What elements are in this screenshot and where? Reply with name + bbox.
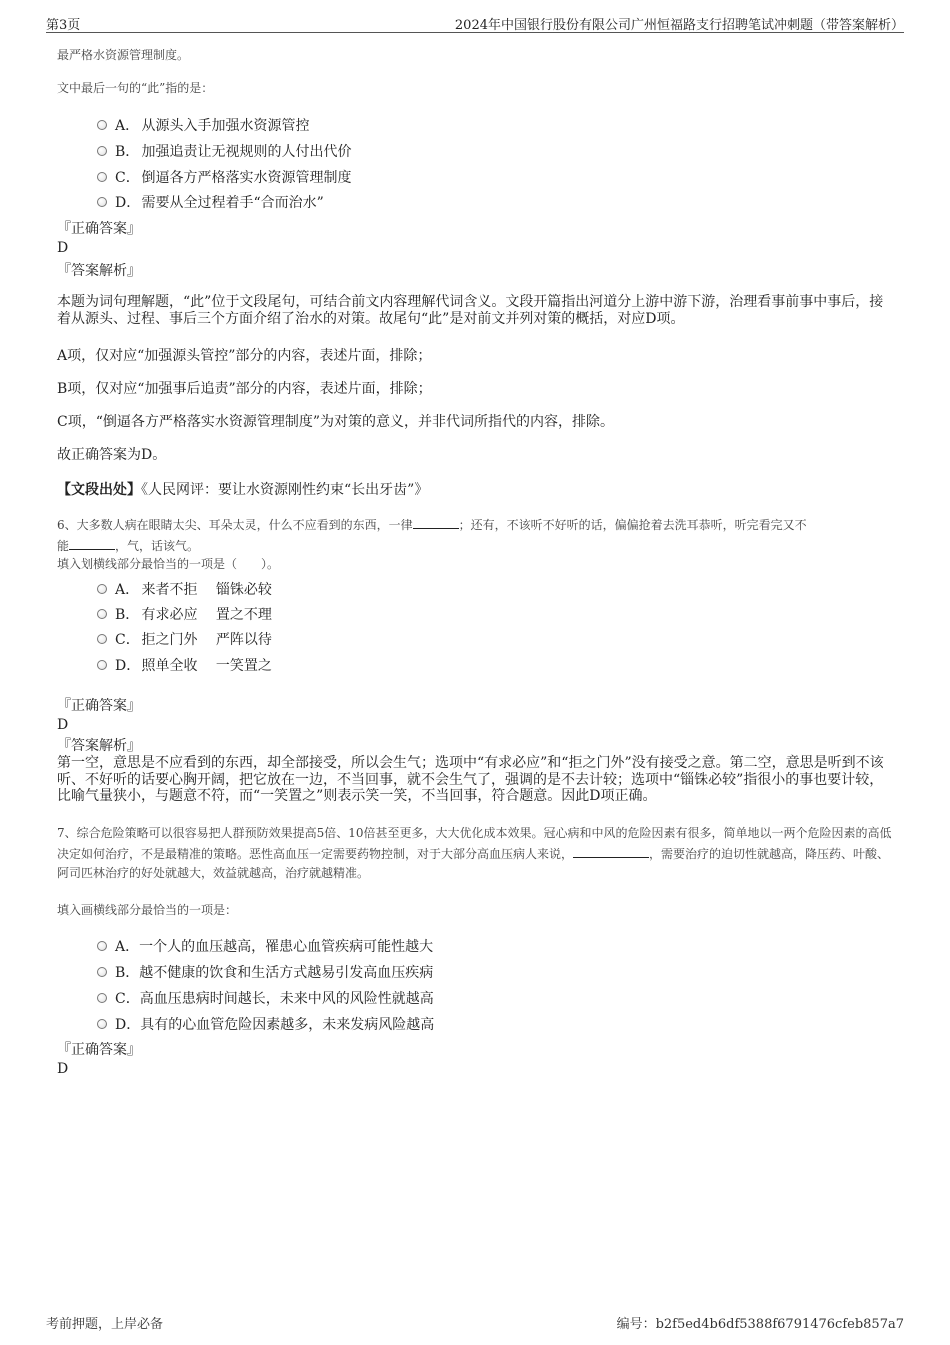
q5-option-b[interactable]: B． 加强追责让无视规则的人付出代价 [97, 141, 351, 161]
q5-passage-tail: 最严格水资源管理制度。 [57, 48, 190, 62]
radio-button-icon[interactable] [97, 1019, 107, 1029]
q6-option-c[interactable]: C． 拒之门外 严阵以待 [97, 629, 272, 649]
q7-answer-label: 『正确答案』 [57, 1042, 141, 1058]
footer-slogan: 考前押题，上岸必备 [46, 1317, 164, 1332]
radio-button-icon[interactable] [97, 609, 107, 619]
page-header [46, 14, 904, 33]
q6-analysis-label: 『答案解析』 [57, 738, 141, 754]
fill-blank [413, 514, 459, 529]
q6-option-a[interactable]: A． 来者不拒 锱铢必较 [97, 579, 272, 599]
q7-prompt: 填入画横线部分最恰当的一项是： [57, 903, 238, 917]
q5-answer: D [57, 240, 69, 256]
fill-blank [573, 843, 649, 858]
radio-button-icon[interactable] [97, 172, 107, 182]
q6-option-d[interactable]: D． 照单全收 一笑置之 [97, 655, 272, 675]
document-title: 2024年中国银行股份有限公司广州恒福路支行招聘笔试冲刺题（带答案解析） [454, 18, 904, 33]
q6-analysis: 第一空，意思是不应看到的东西，却全部接受，所以会生气；选项中“有求必应”和“拒之门外”没有接受之意。第二空，意思是听到不该听、不好听的话要心胸开阔，把它放在一边，不当回事，就不会生气了，强调的是不去计较；选项中“锱铢必较”指很小的事也要计较，比喻气量狭小，与题意不符，而“一笑置之”则表示笑一笑，不当回事，符合题意。因此D项正确。 [57, 755, 884, 804]
q5-note-b: B项，仅对应“加强事后追责”部分的内容，表述片面，排除； [57, 381, 432, 397]
q5-answer-label: 『正确答案』 [57, 221, 141, 237]
radio-button-icon[interactable] [97, 197, 107, 207]
source-label: 【文段出处】 [57, 482, 141, 498]
fill-blank [69, 535, 115, 550]
q5-option-a[interactable]: A． 从源头入手加强水资源管控 [97, 115, 309, 135]
q7-option-b[interactable]: B．越不健康的饮食和生活方式越易引发高血压疾病 [97, 962, 433, 982]
radio-button-icon[interactable] [97, 146, 107, 156]
q5-analysis: 本题为词句理解题，“此”位于文段尾句，可结合前文内容理解代词含义。文段开篇指出河道分上游中游下游，治理看事前事中事后，接着从源头、过程、事后三个方面介绍了治水的对策。故尾句“此”是对前文并列对策的概括，对应D项。 [57, 294, 884, 327]
q5-option-c[interactable]: C． 倒逼各方严格落实水资源管理制度 [97, 167, 351, 187]
radio-button-icon[interactable] [97, 993, 107, 1003]
q5-conclusion: 故正确答案为D。 [57, 447, 167, 463]
q5-analysis-label: 『答案解析』 [57, 263, 141, 279]
q6-stem: 6、大多数人病在眼睛太尖、耳朵太灵，什么不应看到的东西，一律 ；还有，不该听不好听的话，偏偏抢着去洗耳恭听，听完看完又不 能 ，气，话该气。 [57, 514, 892, 556]
q5-note-c: C项，“倒逼各方严格落实水资源管理制度”为对策的意义，并非代词所指代的内容，排除。 [57, 414, 615, 430]
page-number: 第3页 [46, 18, 81, 33]
q5-prompt: 文中最后一句的“此”指的是： [57, 81, 214, 95]
q7-option-d[interactable]: D．具有的心血管危险因素越多，未来发病风险越高 [97, 1014, 434, 1034]
radio-button-icon[interactable] [97, 941, 107, 951]
q6-prompt: 填入划横线部分最恰当的一项是（ ）。 [57, 557, 280, 571]
q6-answer-label: 『正确答案』 [57, 698, 141, 714]
q7-answer: D [57, 1061, 69, 1077]
q5-option-d[interactable]: D． 需要从全过程着手“合而治水” [97, 192, 324, 212]
q7-stem: 7、综合危险策略可以很容易把人群预防效果提高5倍、10倍甚至更多，大大优化成本效果。冠心病和中风的危险因素有很多，简单地以一两个危险因素的高低决定如何治疗，不是最精准的策略。恶性高血压一定需要药物控制，对于大部分高血压病人来说， ，需要治疗的迫切性就越高，降压药、叶酸、阿司匹林治疗的好处就越大，效益就越高，治疗就越精准。 [57, 826, 892, 880]
radio-button-icon[interactable] [97, 660, 107, 670]
q6-option-b[interactable]: B． 有求必应 置之不理 [97, 604, 272, 624]
source-title: 《人民网评：要让水资源刚性约束“长出牙齿”》 [141, 482, 429, 498]
radio-button-icon[interactable] [97, 584, 107, 594]
q6-answer: D [57, 717, 69, 733]
radio-button-icon[interactable] [97, 634, 107, 644]
q5-source [57, 481, 428, 499]
q7-option-a[interactable]: A．一个人的血压越高，罹患心血管疾病可能性越大 [97, 936, 433, 956]
q7-option-c[interactable]: C．高血压患病时间越长，未来中风的风险性就越高 [97, 988, 434, 1008]
radio-button-icon[interactable] [97, 120, 107, 130]
document-serial: 编号：b2f5ed4b6df5388f6791476cfeb857a7 [616, 1317, 904, 1332]
radio-button-icon[interactable] [97, 967, 107, 977]
q5-note-a: A项，仅对应“加强源头管控”部分的内容，表述片面，排除； [57, 348, 432, 364]
